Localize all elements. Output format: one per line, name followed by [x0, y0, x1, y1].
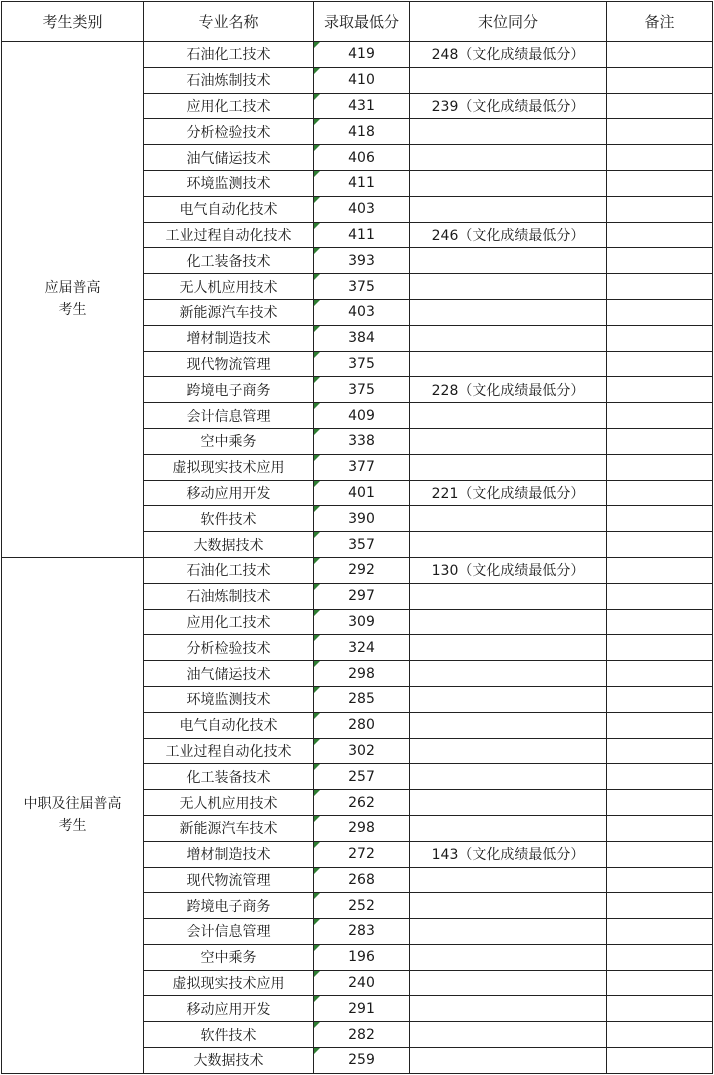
cell-marker-icon: [314, 300, 320, 306]
min-score-value: 196: [348, 949, 375, 966]
cell-marker-icon: [314, 661, 320, 667]
tie-score-cell: [410, 428, 607, 454]
major-name-cell: 新能源汽车技术: [144, 299, 314, 325]
min-score-value: 297: [348, 588, 375, 605]
major-name-cell: 油气储运技术: [144, 661, 314, 687]
min-score-cell: [314, 454, 410, 480]
min-score-value: 282: [348, 1026, 375, 1043]
major-name-cell: 环境监测技术: [144, 686, 314, 712]
min-score-value: 357: [348, 536, 375, 553]
min-score-value: 240: [348, 975, 375, 992]
min-score-value: 384: [348, 330, 375, 347]
min-score-cell: [314, 119, 410, 145]
note-cell: [607, 248, 713, 274]
cell-marker-icon: [314, 868, 320, 874]
tie-score-cell: 246（文化成绩最低分）: [410, 222, 607, 248]
min-score-cell: [314, 686, 410, 712]
note-cell: [607, 196, 713, 222]
cell-marker-icon: [314, 223, 320, 229]
min-score-cell: [314, 1048, 410, 1074]
note-cell: [607, 145, 713, 171]
cell-marker-icon: [314, 68, 320, 74]
min-score-cell: [314, 764, 410, 790]
note-cell: [607, 790, 713, 816]
min-score-value: 283: [348, 923, 375, 940]
tie-score-cell: [410, 403, 607, 429]
tie-score-cell: [410, 248, 607, 274]
cell-marker-icon: [314, 610, 320, 616]
major-name-cell: 应用化工技术: [144, 609, 314, 635]
note-cell: [607, 557, 713, 583]
note-cell: [607, 867, 713, 893]
min-score-cell: [314, 919, 410, 945]
major-name-cell: 软件技术: [144, 506, 314, 532]
min-score-cell: [314, 815, 410, 841]
note-cell: [607, 428, 713, 454]
min-score-cell: [314, 970, 410, 996]
min-score-value: 285: [348, 691, 375, 708]
min-score-cell: [314, 145, 410, 171]
cell-marker-icon: [314, 739, 320, 745]
min-score-value: 259: [348, 1052, 375, 1069]
cell-marker-icon: [314, 1022, 320, 1028]
note-cell: [607, 815, 713, 841]
major-name-cell: 跨境电子商务: [144, 893, 314, 919]
min-score-value: 390: [348, 510, 375, 527]
cell-marker-icon: [314, 1048, 320, 1054]
cell-marker-icon: [314, 506, 320, 512]
cell-marker-icon: [314, 274, 320, 280]
min-score-cell: [314, 867, 410, 893]
min-score-value: 257: [348, 768, 375, 785]
category-label-line2: 考生: [58, 302, 87, 319]
admission-score-table: [1, 1, 713, 1074]
min-score-value: 280: [348, 717, 375, 734]
header-major: 专业名称: [144, 2, 314, 42]
major-name-cell: 油气储运技术: [144, 145, 314, 171]
major-name-cell: 石油炼制技术: [144, 583, 314, 609]
tie-score-cell: [410, 145, 607, 171]
tie-score-cell: 143（文化成绩最低分）: [410, 841, 607, 867]
note-cell: [607, 996, 713, 1022]
min-score-value: 375: [348, 381, 375, 398]
note-cell: [607, 299, 713, 325]
note-cell: [607, 532, 713, 558]
major-name-cell: 化工装备技术: [144, 764, 314, 790]
min-score-value: 302: [348, 742, 375, 759]
min-score-cell: [314, 325, 410, 351]
min-score-value: 393: [348, 252, 375, 269]
note-cell: [607, 841, 713, 867]
tie-score-cell: [410, 919, 607, 945]
major-name-cell: 电气自动化技术: [144, 712, 314, 738]
major-name-cell: 大数据技术: [144, 532, 314, 558]
min-score-value: 419: [348, 46, 375, 63]
note-cell: [607, 403, 713, 429]
note-cell: [607, 712, 713, 738]
min-score-value: 401: [348, 484, 375, 501]
major-name-cell: 增材制造技术: [144, 325, 314, 351]
min-score-cell: [314, 841, 410, 867]
cell-marker-icon: [314, 816, 320, 822]
header-note: 备注: [607, 2, 713, 42]
min-score-value: 406: [348, 149, 375, 166]
cell-marker-icon: [314, 197, 320, 203]
major-name-cell: 分析检验技术: [144, 119, 314, 145]
cell-marker-icon: [314, 145, 320, 151]
min-score-value: 298: [348, 665, 375, 682]
tie-score-cell: [410, 815, 607, 841]
min-score-cell: [314, 248, 410, 274]
note-cell: [607, 119, 713, 145]
tie-score-cell: 221（文化成绩最低分）: [410, 480, 607, 506]
min-score-cell: [314, 480, 410, 506]
category-cell: [2, 557, 144, 1073]
cell-marker-icon: [314, 42, 320, 48]
note-cell: [607, 893, 713, 919]
header-category: 考生类别: [2, 2, 144, 42]
min-score-value: 252: [348, 897, 375, 914]
tie-score-cell: [410, 790, 607, 816]
note-cell: [607, 609, 713, 635]
tie-score-cell: [410, 196, 607, 222]
header-row: [2, 2, 713, 42]
note-cell: [607, 944, 713, 970]
cell-marker-icon: [314, 971, 320, 977]
note-cell: [607, 42, 713, 68]
note-cell: [607, 919, 713, 945]
tie-score-cell: [410, 944, 607, 970]
tie-score-cell: 228（文化成绩最低分）: [410, 377, 607, 403]
tie-score-cell: [410, 274, 607, 300]
major-name-cell: 增材制造技术: [144, 841, 314, 867]
major-name-cell: 无人机应用技术: [144, 274, 314, 300]
note-cell: [607, 583, 713, 609]
min-score-cell: [314, 196, 410, 222]
min-score-cell: [314, 893, 410, 919]
tie-score-cell: [410, 583, 607, 609]
cell-marker-icon: [314, 119, 320, 125]
note-cell: [607, 93, 713, 119]
cell-marker-icon: [314, 764, 320, 770]
cell-marker-icon: [314, 996, 320, 1002]
major-name-cell: 石油炼制技术: [144, 67, 314, 93]
tie-score-cell: [410, 686, 607, 712]
min-score-value: 411: [348, 226, 375, 243]
min-score-cell: [314, 274, 410, 300]
cell-marker-icon: [314, 248, 320, 254]
tie-score-cell: [410, 1022, 607, 1048]
tie-score-cell: [410, 299, 607, 325]
min-score-cell: [314, 996, 410, 1022]
header-min-score: 录取最低分: [314, 2, 410, 42]
category-label-line1: 应届普高: [44, 280, 101, 297]
note-cell: [607, 325, 713, 351]
min-score-value: 292: [348, 562, 375, 579]
cell-marker-icon: [314, 919, 320, 925]
major-name-cell: 移动应用开发: [144, 480, 314, 506]
major-name-cell: 石油化工技术: [144, 42, 314, 68]
min-score-value: 268: [348, 871, 375, 888]
min-score-value: 309: [348, 613, 375, 630]
cell-marker-icon: [314, 455, 320, 461]
major-name-cell: 现代物流管理: [144, 867, 314, 893]
note-cell: [607, 351, 713, 377]
min-score-cell: [314, 67, 410, 93]
cell-marker-icon: [314, 352, 320, 358]
min-score-value: 418: [348, 123, 375, 140]
table-row: [2, 42, 713, 68]
major-name-cell: 会计信息管理: [144, 919, 314, 945]
min-score-value: 324: [348, 639, 375, 656]
tie-score-cell: [410, 609, 607, 635]
cell-marker-icon: [314, 842, 320, 848]
header-tie-score: 末位同分: [410, 2, 607, 42]
tie-score-cell: [410, 738, 607, 764]
cell-marker-icon: [314, 326, 320, 332]
note-cell: [607, 738, 713, 764]
min-score-value: 338: [348, 433, 375, 450]
note-cell: [607, 222, 713, 248]
min-score-cell: [314, 42, 410, 68]
major-name-cell: 环境监测技术: [144, 170, 314, 196]
major-name-cell: 工业过程自动化技术: [144, 738, 314, 764]
tie-score-cell: [410, 764, 607, 790]
cell-marker-icon: [314, 945, 320, 951]
note-cell: [607, 686, 713, 712]
tie-score-cell: [410, 1048, 607, 1074]
major-name-cell: 新能源汽车技术: [144, 815, 314, 841]
min-score-cell: [314, 738, 410, 764]
major-name-cell: 跨境电子商务: [144, 377, 314, 403]
major-name-cell: 会计信息管理: [144, 403, 314, 429]
min-score-value: 291: [348, 1000, 375, 1017]
cell-marker-icon: [314, 584, 320, 590]
cell-marker-icon: [314, 893, 320, 899]
min-score-cell: [314, 403, 410, 429]
tie-score-cell: [410, 661, 607, 687]
major-name-cell: 空中乘务: [144, 944, 314, 970]
cell-marker-icon: [314, 94, 320, 100]
tie-score-cell: [410, 635, 607, 661]
major-name-cell: 虚拟现实技术应用: [144, 970, 314, 996]
category-label-line1: 中职及往届普高: [23, 796, 122, 813]
major-name-cell: 无人机应用技术: [144, 790, 314, 816]
major-name-cell: 现代物流管理: [144, 351, 314, 377]
min-score-cell: [314, 428, 410, 454]
min-score-cell: [314, 583, 410, 609]
min-score-cell: [314, 377, 410, 403]
min-score-value: 375: [348, 355, 375, 372]
tie-score-cell: [410, 893, 607, 919]
min-score-value: 410: [348, 72, 375, 89]
min-score-value: 377: [348, 459, 375, 476]
min-score-value: 272: [348, 846, 375, 863]
min-score-value: 403: [348, 304, 375, 321]
category-cell: [2, 42, 144, 558]
min-score-cell: [314, 790, 410, 816]
cell-marker-icon: [314, 403, 320, 409]
min-score-cell: [314, 661, 410, 687]
note-cell: [607, 1048, 713, 1074]
tie-score-cell: [410, 712, 607, 738]
tie-score-cell: [410, 67, 607, 93]
min-score-cell: [314, 170, 410, 196]
major-name-cell: 虚拟现实技术应用: [144, 454, 314, 480]
note-cell: [607, 1022, 713, 1048]
min-score-cell: [314, 557, 410, 583]
tie-score-cell: 239（文化成绩最低分）: [410, 93, 607, 119]
min-score-cell: [314, 712, 410, 738]
cell-marker-icon: [314, 558, 320, 564]
cell-marker-icon: [314, 481, 320, 487]
min-score-value: 409: [348, 407, 375, 424]
major-name-cell: 空中乘务: [144, 428, 314, 454]
min-score-cell: [314, 532, 410, 558]
tie-score-cell: [410, 119, 607, 145]
tie-score-cell: [410, 170, 607, 196]
major-name-cell: 应用化工技术: [144, 93, 314, 119]
cell-marker-icon: [314, 377, 320, 383]
min-score-cell: [314, 635, 410, 661]
cell-marker-icon: [314, 532, 320, 538]
min-score-cell: [314, 93, 410, 119]
min-score-cell: [314, 609, 410, 635]
major-name-cell: 移动应用开发: [144, 996, 314, 1022]
note-cell: [607, 274, 713, 300]
note-cell: [607, 480, 713, 506]
min-score-cell: [314, 944, 410, 970]
min-score-value: 375: [348, 278, 375, 295]
cell-marker-icon: [314, 429, 320, 435]
major-name-cell: 软件技术: [144, 1022, 314, 1048]
note-cell: [607, 506, 713, 532]
major-name-cell: 分析检验技术: [144, 635, 314, 661]
cell-marker-icon: [314, 790, 320, 796]
min-score-cell: [314, 351, 410, 377]
min-score-cell: [314, 299, 410, 325]
min-score-value: 431: [348, 97, 375, 114]
tie-score-cell: [410, 867, 607, 893]
min-score-value: 262: [348, 794, 375, 811]
note-cell: [607, 67, 713, 93]
note-cell: [607, 454, 713, 480]
cell-marker-icon: [314, 687, 320, 693]
note-cell: [607, 970, 713, 996]
major-name-cell: 化工装备技术: [144, 248, 314, 274]
tie-score-cell: [410, 454, 607, 480]
cell-marker-icon: [314, 171, 320, 177]
tie-score-cell: [410, 996, 607, 1022]
min-score-cell: [314, 1022, 410, 1048]
major-name-cell: 电气自动化技术: [144, 196, 314, 222]
tie-score-cell: [410, 970, 607, 996]
tie-score-cell: 248（文化成绩最低分）: [410, 42, 607, 68]
tie-score-cell: [410, 506, 607, 532]
tie-score-cell: [410, 532, 607, 558]
tie-score-cell: [410, 325, 607, 351]
note-cell: [607, 377, 713, 403]
min-score-value: 403: [348, 201, 375, 218]
tie-score-cell: [410, 351, 607, 377]
major-name-cell: 大数据技术: [144, 1048, 314, 1074]
cell-marker-icon: [314, 713, 320, 719]
note-cell: [607, 764, 713, 790]
table-body: [2, 42, 713, 1074]
note-cell: [607, 635, 713, 661]
min-score-value: 298: [348, 820, 375, 837]
tie-score-cell: 130（文化成绩最低分）: [410, 557, 607, 583]
min-score-cell: [314, 222, 410, 248]
min-score-value: 411: [348, 175, 375, 192]
major-name-cell: 工业过程自动化技术: [144, 222, 314, 248]
major-name-cell: 石油化工技术: [144, 557, 314, 583]
note-cell: [607, 170, 713, 196]
note-cell: [607, 661, 713, 687]
table-row: [2, 557, 713, 583]
cell-marker-icon: [314, 635, 320, 641]
min-score-cell: [314, 506, 410, 532]
category-label-line2: 考生: [58, 818, 87, 835]
